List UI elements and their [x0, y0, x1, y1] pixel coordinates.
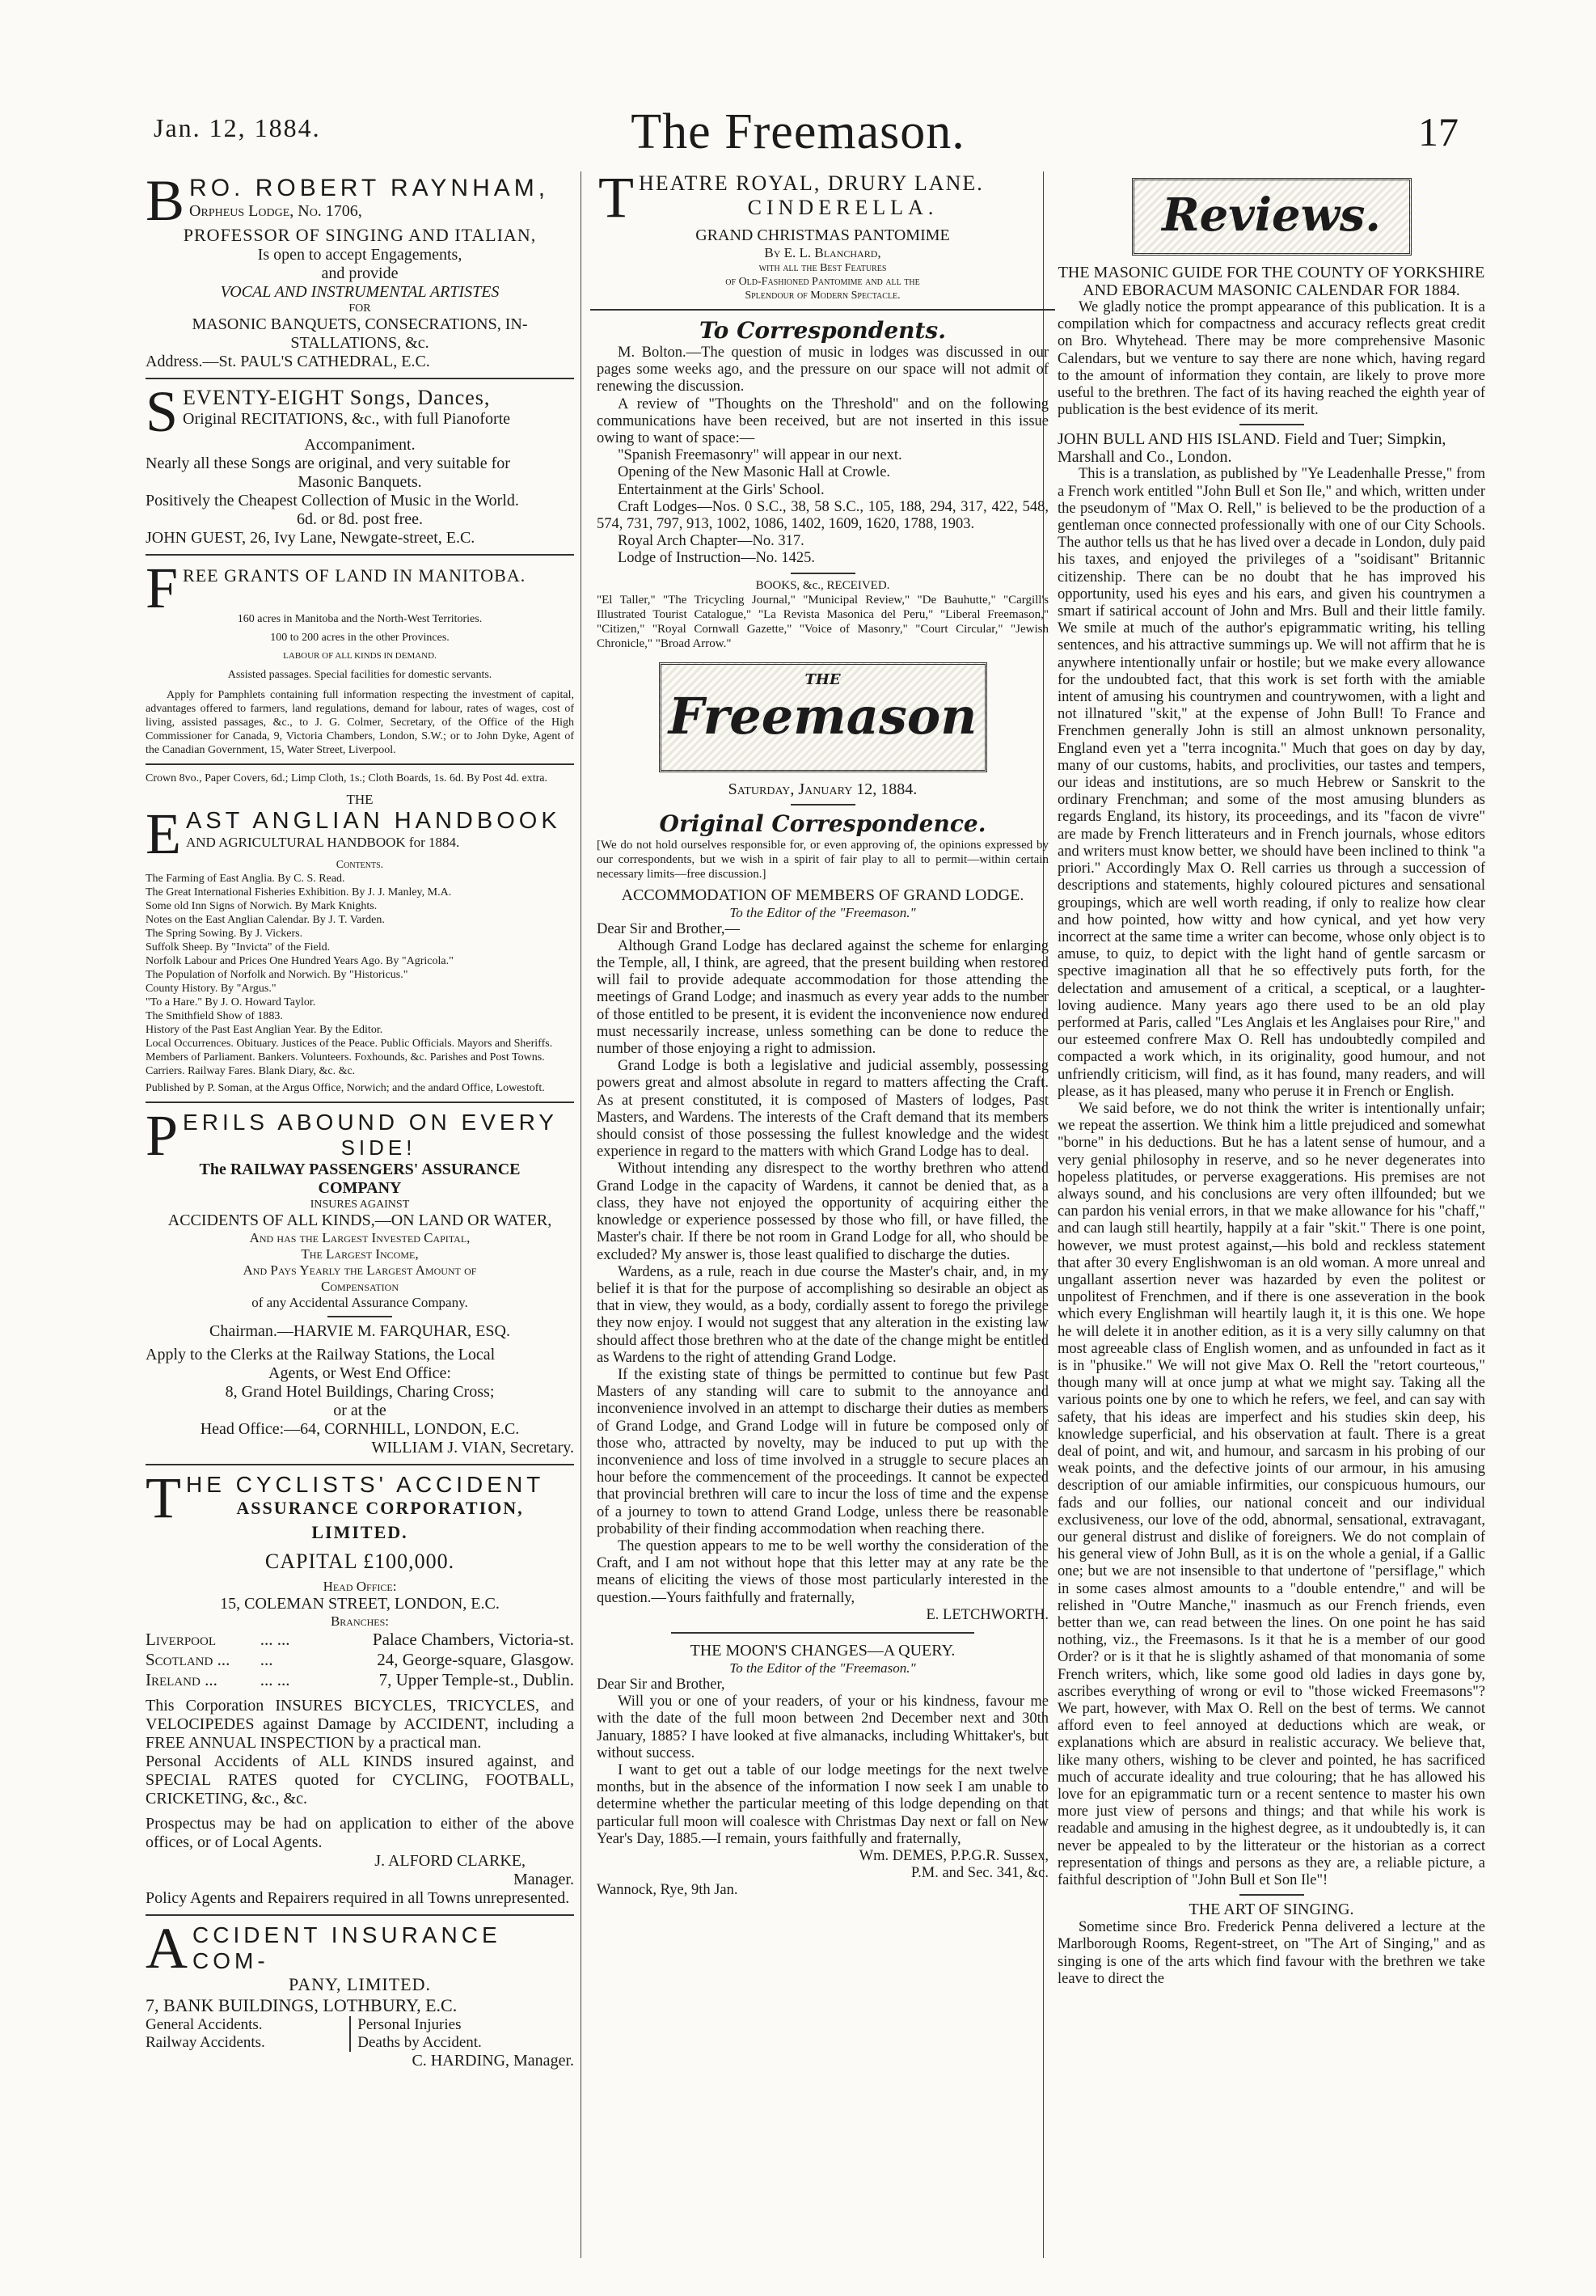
divider [146, 378, 574, 379]
text-line: 7, BANK BUILDINGS, LOTHBURY, E.C. [146, 1995, 458, 2015]
text-line: CINDERELLA. [747, 196, 939, 219]
freemason-emblem [659, 662, 987, 772]
text-line: WILLIAM J. VIAN, Secretary. [371, 1439, 574, 1457]
emblem-the: THE [804, 670, 841, 688]
section-heading: Original Correspondence. [659, 810, 986, 837]
text-line: Nearly all these Songs are original, and very suitable for [146, 455, 510, 472]
text-line: Original RECITATIONS, &c., with full Pianoforte [183, 410, 511, 428]
text-line: Assisted passages. Special facilities for domestic servants. [227, 669, 492, 681]
review-title: THE ART OF SINGING. [1189, 1901, 1354, 1919]
divider [146, 763, 574, 765]
masthead-title: The Freemason. [631, 104, 965, 159]
text-line: COMPANY [318, 1179, 402, 1197]
text-line: STALLATIONS, &c. [290, 334, 429, 352]
body-text: This Corporation INSURES BICYCLES, TRICYCLES, and VELOCIPEDES against Damage by ACCIDENT, including a FREE ANNUAL INSPECTION by a practical man. [146, 1697, 574, 1752]
paragraph: The Smithfield Show of 1883. [146, 1010, 283, 1022]
reviews-banner [1132, 178, 1412, 256]
page-number: 17 [1418, 109, 1459, 154]
text-line: Railway Accidents. [146, 2034, 265, 2051]
dropcap: B [146, 168, 185, 233]
section-heading: To Correspondents. [699, 317, 946, 344]
branch-addr: 24, George-square, Glasgow. [377, 1650, 574, 1669]
branch-city: Ireland ... [146, 1670, 217, 1689]
text-line: Splendour of Modern Spectacle. [745, 290, 901, 302]
original-correspondence [590, 810, 1055, 1624]
dropcap: F [146, 556, 179, 620]
paragraph: The Great International Fisheries Exhibition. By J. J. Manley, M.A. [146, 886, 452, 899]
text-line: Personal Injuries [350, 2016, 574, 2034]
letter-title: ACCOMMODATION OF MEMBERS OF GRAND LODGE. [621, 886, 1024, 904]
signature: Wm. DEMES, P.P.G.R. Sussex, [859, 1848, 1049, 1864]
dropcap: A [146, 1916, 188, 1981]
text-line: INSURES AGAINST [310, 1199, 410, 1211]
advert-heading: ERILS ABOUND ON EVERY [183, 1110, 558, 1135]
body-text: We gladly notice the prompt appearance of this publication. It is a compilation which for compactness and accuracy reflects great credit on Bro. Whytehead. There may be more comprehensive Masonic Calendars, but we venture to say there are none which, having regard to the amount of information they contain, are likely to prove more useful to the brethren. The fact of its having reached the eighth year of publication is the best evidence of its merit. [1058, 299, 1485, 419]
review-title: THE MASONIC GUIDE FOR THE COUNTY OF YORKSHIRE AND EBORACUM MASONIC CALENDAR FOR 1884. [1058, 264, 1485, 299]
paragraph: Without intending any disrespect to the worthy brethren who attend Grand Lodge in the capacity of Wardens, it cannot be denied that, as a class, they have not enjoyed the opportunity of acquiring either the knowledge or experience possessed by those who fill, or have filled, the Master's chair. If there be not room in Grand Lodge for all, who should be excluded? My answer is, those least qualified to discharge the duties. [597, 1161, 1049, 1263]
text-line: 160 acres in Manitoba and the North-West Territories. [237, 613, 483, 625]
text-line: THE [346, 792, 374, 807]
short-divider [1239, 1894, 1304, 1896]
advert-heading: EVENTY-EIGHT Songs, Dances, [183, 386, 491, 409]
dropcap: T [146, 1465, 181, 1530]
advert-heading: HEATRE ROYAL, DRURY LANE. [638, 171, 984, 195]
body-text: Personal Accidents of ALL KINDS insured against, and SPECIAL RATES quoted for CYCLING, FOOTBALL, CRICKETING, &c., &c. [146, 1753, 574, 1808]
dateline: Saturday, January 12, 1884. [728, 780, 918, 798]
letter-title: THE MOON'S CHANGES—A QUERY. [690, 1641, 956, 1660]
branch-dots: ... ... [260, 1630, 290, 1649]
paragraph: Local Occurrences. Obituary. Justices of the Peace. Public Officials. Mayors and Sheriffs. Members of Parliament. Bankers. Volunteers. Foxhounds, &c. Parishes and Post Towns. Carriers. Railway Fares. Blank Diary, &c. &c. [146, 1038, 553, 1077]
divider [590, 309, 1055, 311]
item-list [597, 447, 1049, 567]
moon-letter [590, 1642, 1055, 1900]
dropcap: E [146, 801, 181, 866]
paragraph: Some old Inn Signs of Norwich. By Mark Knights. [146, 900, 378, 912]
paragraph: Lodge of Instruction—No. 1425. [618, 550, 816, 567]
text-line: And has the Largest Invested Capital, [249, 1230, 471, 1245]
text-line: Masonic Banquets. [298, 473, 422, 491]
body-text: M. Bolton.—The question of music in lodges was discussed in our pages some weeks ago, and the pressure on our space will not admit of renewing the discussion. [597, 345, 1049, 395]
table-row [146, 1670, 574, 1690]
letter-body [597, 938, 1049, 1607]
divider [146, 1914, 574, 1916]
address-line: Address.—St. PAUL'S CATHEDRAL, E.C. [146, 353, 430, 370]
letter-to: To the Editor of the "Freemason." [729, 1660, 916, 1676]
letter-to: To the Editor of the "Freemason." [729, 904, 916, 920]
text-line: Accompaniment. [304, 436, 416, 454]
advert-heading: RO. ROBERT RAYNHAM, [189, 175, 550, 201]
text-line: And Pays Yearly the Largest Amount of [243, 1262, 477, 1278]
manitoba-advert [146, 556, 574, 785]
paragraph: Although Grand Lodge has declared against the scheme for enlarging the Temple, all, I think, are agreed, that the present building when restored will fail to provide adequate accommodation for those attending the meetings of Grand Lodge; and inasmuch as every year adds to the number of those entitled to be present, it is evident the inconvenience now endured must necessarily increase, unless something can be done to reduce the number of those enjoying a right to admission. [597, 937, 1049, 1058]
advert-heading: SIDE! [340, 1135, 416, 1160]
disclaimer: [We do not hold ourselves responsible for, or even approving of, the opinions expressed by our correspondents, but we wish in a spirit of fair play to all to permit—within certain necessary limits—free discussion.] [597, 838, 1049, 881]
text-line: Compensation [320, 1279, 399, 1294]
place-line: Wannock, Rye, 9th Jan. [597, 1882, 738, 1899]
text-line: Positively the Cheapest Collection of Music in the World. [146, 492, 519, 510]
table-row [146, 1650, 574, 1670]
paragraph: The Spring Sowing. By J. Vickers. [146, 928, 303, 940]
salutation: Dear Sir and Brother, [597, 1676, 725, 1693]
text-line: and provide [321, 264, 399, 282]
paragraph: Opening of the New Masonic Hall at Crowle. [618, 464, 891, 481]
paragraph: "To a Hare." By J. O. Howard Taylor. [146, 996, 316, 1008]
publisher-line: Published by P. Soman, at the Argus Office, Norwich; and the andard Office, Lowestoft. [146, 1082, 545, 1094]
text-line: of any Accidental Assurance Company. [251, 1295, 468, 1310]
text-line: General Accidents. [146, 2016, 263, 2033]
signature: E. LETCHWORTH. [926, 1606, 1049, 1623]
emblem-name: Freemason [668, 686, 977, 746]
correspondents-section [590, 317, 1055, 651]
paragraph: The Population of Norfolk and Norwich. By "Historicus." [146, 969, 408, 981]
body-text: "El Taller," "The Tricycling Journal," "Municipal Review," "De Bauhutte," "Cargill's Illustrated Tourist Catalogue," "La Revista Masonica del Peru," "Liberal Freemason," "Citizen," "Royal Cornwall Gazette," "Voice of Masonry," "Court Circular," "Jewish Chronicle," "Broad Arrow." [597, 593, 1049, 650]
subheading: BOOKS, &c., RECEIVED. [755, 578, 890, 592]
text-line: JOHN GUEST, 26, Ivy Lane, Newgate-street, E.C. [146, 529, 475, 547]
paragraph: Suffolk Sheep. By "Invicta" of the Field. [146, 941, 331, 953]
reviews-title: Reviews. [1162, 188, 1381, 242]
paragraph: Norfolk Labour and Prices One Hundred Years Ago. By "Agricola." [146, 955, 454, 967]
reviews-section [1051, 264, 1492, 1988]
masthead [0, 104, 1596, 170]
cyclists-advert [146, 1465, 574, 1908]
advert-heading: REE GRANTS OF LAND IN MANITOBA. [183, 565, 526, 586]
text-line: Branches: [330, 1613, 390, 1629]
masthead-date: Jan. 12, 1884. [154, 113, 321, 142]
text-line: 6d. or 8d. post free. [296, 510, 424, 528]
text-line: of Old-Fashioned Pantomime and all the [725, 276, 920, 288]
perils-advert [146, 1103, 574, 1457]
text-line: ASSURANCE CORPORATION, [236, 1498, 524, 1518]
review-body [1058, 466, 1485, 1889]
paragraph: The question appears to me to be well worthy the consideration of the Craft, and I am not without hope that this letter may at any rate be the means of eliciting the views of those most particularly interested in the question.—Yours faithfully and fraternally, [597, 1537, 1049, 1606]
text-line: The RAILWAY PASSENGERS' ASSURANCE [199, 1161, 521, 1178]
advert-heading: AST ANGLIAN HANDBOOK [185, 808, 561, 834]
text-line: GRAND CHRISTMAS PANTOMIME [695, 226, 950, 244]
divider [146, 554, 574, 556]
theatre-advert [590, 165, 1055, 302]
accident-advert [146, 1916, 574, 2070]
text-line: Is open to accept Engagements, [257, 246, 462, 264]
body-text: Prospectus may be had on application to either of the above offices, or of Local Agents. [146, 1815, 574, 1851]
text-line: LIMITED. [311, 1522, 408, 1542]
text-line: Manager. [513, 1871, 574, 1888]
accident-table [146, 2016, 574, 2052]
lodge-line: Orpheus Lodge, No. 1706, [189, 202, 362, 220]
price-line: Crown 8vo., Paper Covers, 6d.; Limp Cloth, 1s.; Cloth Boards, 1s. 6d. By Post 4d. extra. [146, 772, 547, 784]
text-line: 15, COLEMAN STREET, LONDON, E.C. [220, 1595, 500, 1613]
divider [671, 1632, 974, 1634]
divider [146, 1101, 574, 1103]
column-1 [146, 168, 574, 2070]
text-line: Head Office:—64, CORNHILL, LONDON, E.C. [200, 1420, 520, 1438]
text-line: MASONIC BANQUETS, CONSECRATIONS, IN- [192, 315, 528, 333]
branch-addr: Palace Chambers, Victoria-st. [372, 1630, 574, 1649]
songs-advert [146, 379, 574, 548]
dropcap: P [146, 1103, 179, 1168]
text-line: Agents, or West End Office: [268, 1364, 451, 1382]
text-line: PANY, LIMITED. [289, 1974, 431, 1994]
branch-dots: ... ... [260, 1670, 290, 1689]
paragraph: Grand Lodge is both a legislative and judicial assembly, possessing powers great and almost absolute in regard to matters affecting the Craft. As at present constituted, it is composed of Masters of lodges, Past Masters, and Wardens. The interests of the Craft demand that its members should consist of those possessing the fullest knowledge and the widest experience in regard to the matters with which Grand Lodge has to deal. [597, 1058, 1049, 1161]
body-text: Apply for Pamphlets containing full information respecting the investment of capital, advantages offered to farmers, land regulations, demand for labour, rates of wages, cost of living, assisted passages, &c., to J. G. Colmer, Secretary, of the Office of the High Commissioner for Canada, 9, Victoria Chambers, London, S.W.; or to John Dyke, Agent of the Canadian Government, 15, Water Street, Liverpool. [146, 689, 574, 756]
table-row [146, 1630, 574, 1650]
branch-dots: ... [260, 1650, 273, 1669]
paragraph: We said before, we do not think the writer is intentionally unfair; we repeat the assertion. We think him a little prejudiced and somewhat "borne" in his deductions. But he has a latent sense of humour, and a very genial philosophy in reserve, and so he never degenerates into hopeless platitudes, or perverse exaggerations. His premises are not always sound, and his conclusions are very often illfounded; but we can pardon his venial errors, in that we make allowance for his "chaff," and can laugh still heartily, happily at a fair "skit." There is one point, however, we must protest against,—his bold and reckless statement that after 30 every Englishwoman is an old woman. A more unreal and ungallant assertion never was hazarded by even the politest or unpolitest of Frenchmen, and if there is one asseveration in the book which every Englishman will heartily laugh it, it is this one. We hope he will delete it in another edition, as it is a very silly calumny on that most agreeable class of English women, and as unfounded in fact as it is in "phusike." We will not give Max O. Rell the "retort courteous," though many will at once jump at what we might say. Taking all the various points one by one to which he refers, we feel, and can say with safety, that his ideas are imperfect and his studies skin deep, his knowledge superficial, and his observation at fault. There is a great deal of point, and wit, and humour, and sarcasm in his probing of our weak points, and the defective joints of our armour, in his amusing description of our amiable infirmities, our conspicuous humours, our fads and our follies, our national conceit and our individual exclusiveness, our love of the odd, abnormal, sensational, extravagant, our general distrust and dislike of foreigners. We do not complain of his general view of John Bull, as it is on the whole a genial, if a Gallic one; but we are not insensible to that undertone of "persiflage," which in some cases almost amounts to a "double entendre," and will be relished in "Outre Manche," inasmuch as our French friends, even better than we, can read between the lines. On one point he has said nothing, viz., the Freemasons. Is it that he is a member of our good Order? or is it that he is slightly ashamed of that monomania of some French writers, which, like some good old ladies in days gone by, ascribes everything of wrong or evil to "those wicked Freemasons"? We part, however, with Max O. Rell on the best of terms. We cannot afford even to feel annoyed at deductions which are weak, or explanations which are absurd in realistic accuracy. We believe that, like many others, wishing to be clever and pointed, he has sacrificed much of accurate ideality and true colouring; that he has allowed his love for an epigrammatic turn or a recent sentence to master his own more just view of persons and things; and that while his work is readable and amusing in the highest degree, as it undoubtedly is, it can never be appealed to by the litterateur or the historian as a correct representation of things and persons as they are, a reliable picture, a faithful description of "John Bull et Son Ile"! [1058, 1100, 1485, 1889]
divider [146, 1464, 574, 1465]
letter-body [597, 1693, 1049, 1848]
signature: P.M. and Sec. 341, &c. [910, 1865, 1049, 1882]
paragraph: "Spanish Freemasonry" will appear in our next. [618, 447, 902, 464]
paragraph: Royal Arch Chapter—No. 317. [618, 533, 804, 550]
paragraph: Craft Lodges—Nos. 0 S.C., 38, 58 S.C., 105, 188, 294, 317, 422, 548, 574, 731, 797, 913, 1002, 1086, 1402, 1609, 1620, 1788, 1903. [597, 498, 1049, 533]
contents-list [146, 872, 574, 1078]
branch-table [146, 1630, 574, 1690]
paragraph: This is a translation, as published by "Ye Leadenhalle Presse," from a French work entitled "John Bull et Son Ile," and which, written under the pseudonym of "Max O. Rell," is believed to be the production of a gentleman once connected professionally with one of our City Schools. The author tells us that he has lived over a decade in London, duly paid his taxes, and enjoyed the privileges of a "soidisant" Britannic citizenship. There can be no doubt that he has improved his opportunity, used his eyes and his ears, and given his countrymen a smart if satirical account of John and Mrs. Bull and their little family. We smile at much of the author's epigrammatic writing, his telling sentences, and his attractive summings up. We will not affirm that he is anywhere intentionally unfair or hostile; but we make every allowance for the undoubted fact, that this work is set forth with the amiable intent of amusing his countrymen and countrywomen, with a light and not illnatured "skit," at the expense of John Bull! To France and Frenchmen generally John is still an almost unknown personality, England even yet a "terra incognita." Much that goes on day by day, many of our customs, habits, and proclivities, our tastes and tempers, our ideas and institutions, are so much Hebrew or Sanskrit to the ordinary Frenchman; and some of the most amusing blunders as regards England, its history, its proceedings, and its "facon de vivre" are made by French litterateurs and in French journals, whose editors and writers must know better, we should have been inclined to think "a priori." Accordingly Max O. Rell carries us through a succession of descriptions and statements, highly coloured pictures and sensational groupings, which are well worth reading, if only to realize how clear and how pointed, how witty and how cynical, and yet how very incorrect at the same time a writer can become, whose only object is to amuse, to quiz, to depict with the light hand of gentle sarcasm or spective imagination all that he so effectively puts forth, for the delectation and amusement of a critical, a sceptical, or a laughter-loving audience. Many years ago there used to be an old play performed at Paris, called "Les Anglais et les Anglaises pour Rire," and our esteemed confrere Max O. Rell has undoubtedly compiled and compacted a work which, in its originality, good humour, and not unfriendly criticism, will find, as it has found, many readers, and will please, as it has pleased, many who peruse it in French or English. [1058, 466, 1485, 1100]
salutation: Dear Sir and Brother,— [597, 920, 741, 937]
advert-heading: HE CYCLISTS' ACCIDENT [185, 1472, 545, 1497]
branch-city: Scotland ... [146, 1650, 230, 1669]
text-line: Deaths by Accident. [350, 2034, 574, 2052]
text-line: or at the [333, 1402, 386, 1419]
handbook-advert [146, 792, 574, 1095]
text-line: Apply to the Clerks at the Railway Stations, the Local [146, 1346, 496, 1364]
text-line: FOR [348, 302, 371, 315]
text-line: By E. L. Blanchard, [764, 245, 881, 260]
short-divider [791, 573, 855, 574]
paragraph: Notes on the East Anglian Calendar. By J. T. Varden. [146, 914, 385, 926]
raynham-advert [146, 168, 574, 371]
paragraph: Will you or one of your readers, of your or his kindness, favour me with the date of the full moon between 2nd December next and 30th January, 1885? I have looked at five almanacks, including Whittaker's, but without success. [597, 1693, 1049, 1761]
dropcap: S [146, 379, 179, 444]
paragraph: If the existing state of things be permitted to continue but few Past Masters of any standing will care to submit to the annoyance and inconvenience involved in an attempt to discharge their duties as members of Grand Lodge, and Grand Lodge will in future be composed only of those who, attracted by novelty, may be induced to put up with the inconvenience and loss of time involved in a struggle to secure places an hour before the commencement of the proceedings. It cannot be expected that provincial brethren will care to incur the loss of time and the expense of a journey to town to attend Grand Lodge, unless there be reasonable probability of their finding accommodation when reaching there. [597, 1366, 1049, 1537]
body-text: A review of "Thoughts on the Threshold" and on the following communications have been received, but are not inserted in this issue owing to want of space:— [597, 395, 1049, 447]
text-line: CAPITAL £100,000. [264, 1550, 455, 1573]
dropcap: T [598, 165, 634, 230]
contents-label: Contents. [336, 859, 384, 871]
body-text: Sometime since Bro. Frederick Penna delivered a lecture at the Marlborough Rooms, Regent-street, on "The Art of Singing," and as singing is one of the arts which find favour with the brethren we take leave to direct the [1058, 1919, 1485, 1987]
text-line: J. ALFORD CLARKE, [374, 1852, 526, 1870]
text-line: 100 to 200 acres in the other Provinces. [270, 632, 450, 644]
paragraph: I want to get out a table of our lodge meetings for the next twelve months, but in the absence of the information I now seek I am unable to determine whether the particular meeting of this lodge depending on that particular full moon will coalesce with Christmas Day next or fall on New Year's Day, 1885.—I remain, yours faithfully and fraternally, [597, 1761, 1049, 1847]
short-divider [791, 804, 855, 806]
branch-addr: 7, Upper Temple-st., Dublin. [378, 1670, 574, 1689]
paragraph: County History. By "Argus." [146, 983, 277, 995]
paragraph: History of the Past East Anglian Year. By the Editor. [146, 1024, 383, 1036]
text-line: LABOUR OF ALL KINDS IN DEMAND. [283, 651, 437, 661]
column-3 [1051, 171, 1492, 1988]
text-line: The Largest Income, [301, 1246, 419, 1262]
text-line: 8, Grand Hotel Buildings, Charing Cross; [225, 1383, 495, 1401]
text-line: with all the Best Features [758, 262, 887, 274]
body-text: Policy Agents and Repairers required in all Towns unrepresented. [146, 1889, 570, 1907]
text-line: Chairman.—HARVIE M. FARQUHAR, ESQ. [209, 1322, 510, 1340]
short-divider [327, 1316, 392, 1317]
title-line: PROFESSOR OF SINGING AND ITALIAN, [183, 225, 537, 245]
paragraph: The Farming of East Anglia. By C. S. Read. [146, 873, 345, 885]
branch-city: Liverpool [146, 1630, 216, 1649]
text-line: Head Office: [323, 1579, 397, 1594]
text-line: AND AGRICULTURAL HANDBOOK for 1884. [185, 835, 460, 850]
advert-heading: CCIDENT INSURANCE COM- [192, 1922, 501, 1973]
text-line: VOCAL AND INSTRUMENTAL ARTISTES [220, 283, 500, 301]
short-divider [1239, 424, 1304, 425]
paragraph: Entertainment at the Girls' School. [618, 481, 825, 498]
text-line: C. HARDING, Manager. [412, 2052, 574, 2070]
column-2 [590, 165, 1055, 1900]
review-title: JOHN BULL AND HIS ISLAND. Field and Tuer; Simpkin, Marshall and Co., London. [1058, 430, 1446, 467]
text-line: ACCIDENTS OF ALL KINDS,—ON LAND OR WATER, [167, 1211, 552, 1229]
paragraph: Wardens, as a rule, reach in due course the Master's chair, and, in my belief it is that for the purpose of accomplishing so desirable an object as that in view, they would, as a body, cordially assent to forego the privilege they now enjoy. I would not suggest that any alteration in the existing law should affect those brethren who at the date of the change might be entitled as Wardens to the right of attending Grand Lodge. [597, 1263, 1049, 1366]
